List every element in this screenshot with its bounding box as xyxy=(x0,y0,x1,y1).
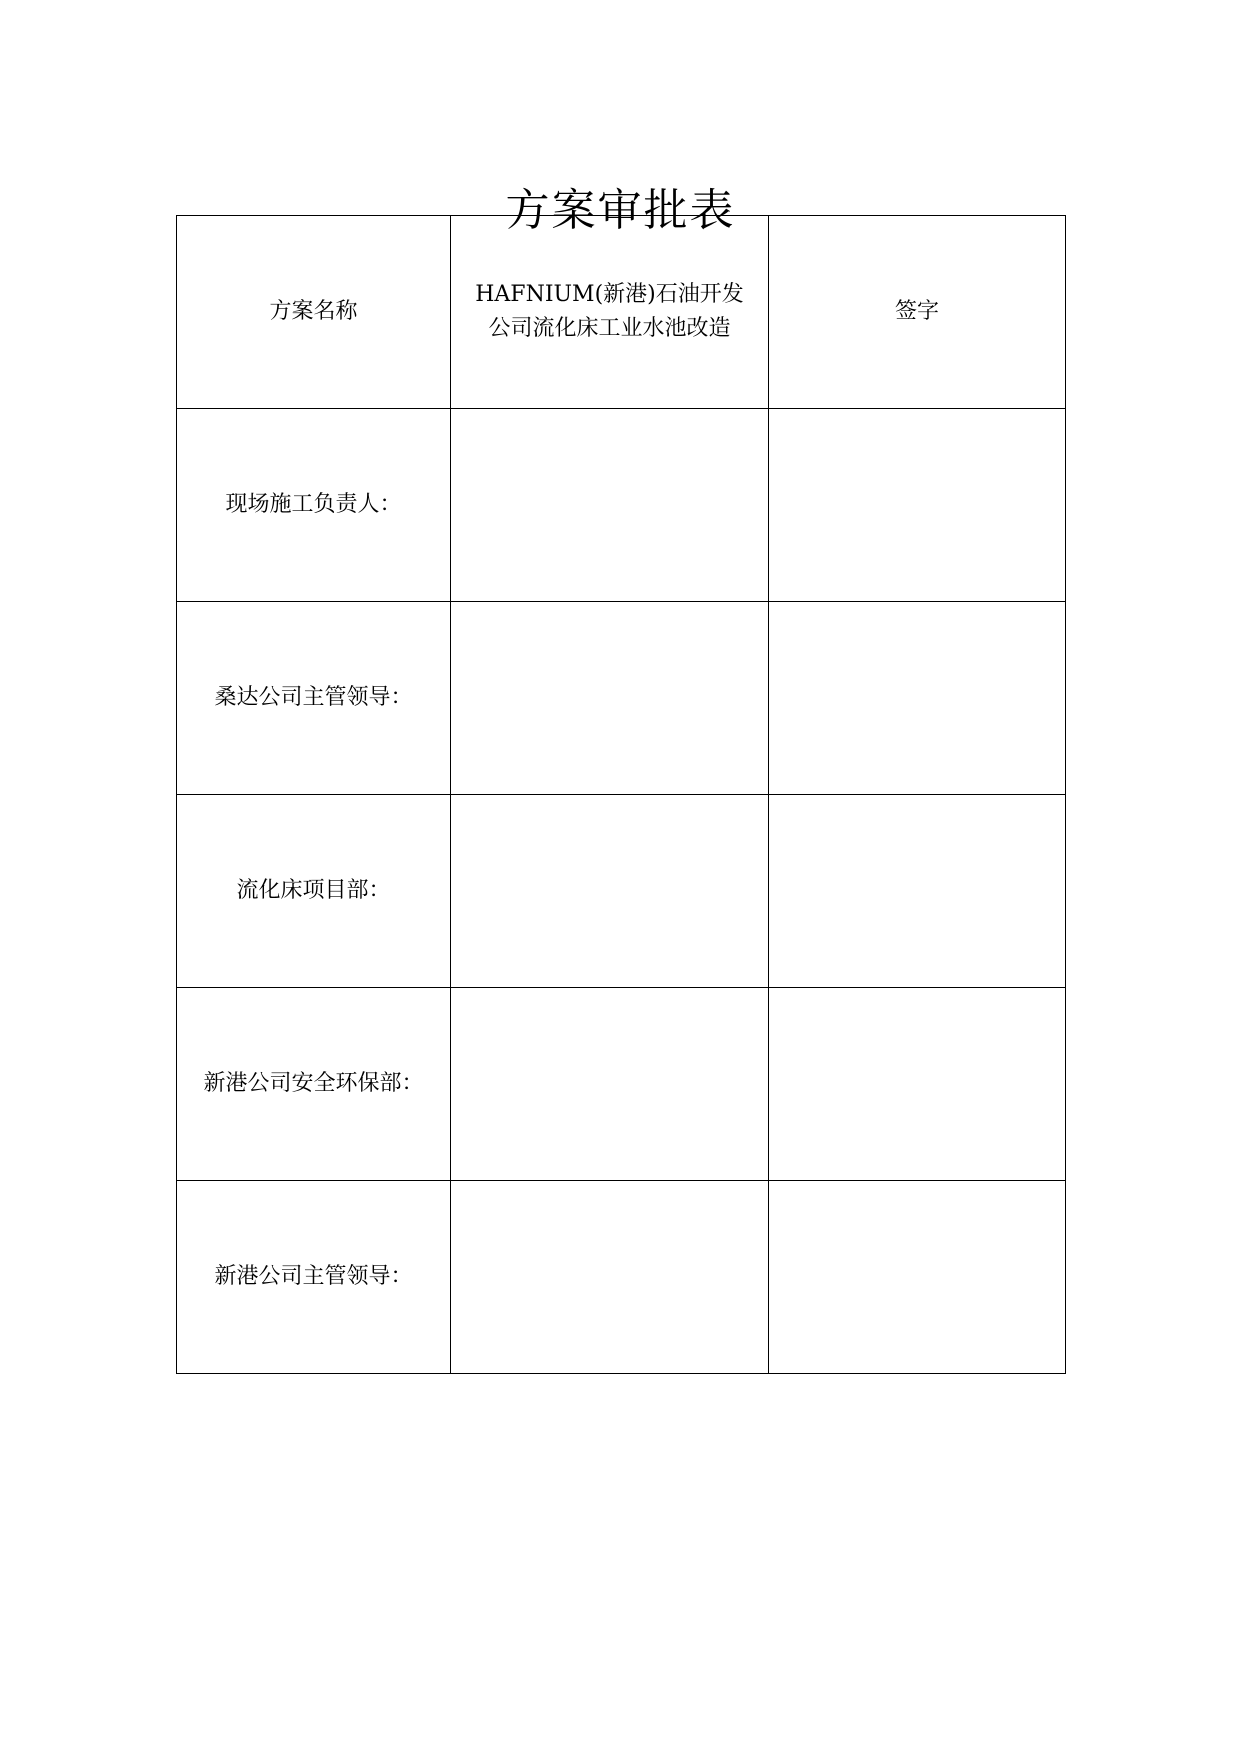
signature-field[interactable] xyxy=(769,795,1066,988)
row-label: 新港公司主管领导： xyxy=(177,1181,451,1374)
signature-header: 签字 xyxy=(769,216,1066,409)
table-row xyxy=(177,988,1066,1181)
signature-field[interactable] xyxy=(769,602,1066,795)
signature-field[interactable] xyxy=(769,1181,1066,1374)
table-row xyxy=(177,602,1066,795)
approval-table xyxy=(176,215,1066,1374)
row-label: 流化床项目部： xyxy=(177,795,451,988)
signature-field[interactable] xyxy=(769,409,1066,602)
signature-field[interactable] xyxy=(769,988,1066,1181)
approval-field[interactable] xyxy=(451,795,769,988)
row-label: 桑达公司主管领导： xyxy=(177,602,451,795)
row-label: 新港公司安全环保部： xyxy=(177,988,451,1181)
plan-name-label: 方案名称 xyxy=(177,216,451,409)
row-label: 现场施工负责人： xyxy=(177,409,451,602)
approval-field[interactable] xyxy=(451,1181,769,1374)
table-header-row xyxy=(177,216,1066,409)
approval-field[interactable] xyxy=(451,988,769,1181)
plan-name-value: HAFNIUM(新港)石油开发公司流化床工业水池改造 xyxy=(451,216,769,409)
approval-field[interactable] xyxy=(451,409,769,602)
table-row xyxy=(177,795,1066,988)
table-row xyxy=(177,409,1066,602)
approval-field[interactable] xyxy=(451,602,769,795)
table-row xyxy=(177,1181,1066,1374)
page-title: 方案审批表 xyxy=(505,185,736,237)
